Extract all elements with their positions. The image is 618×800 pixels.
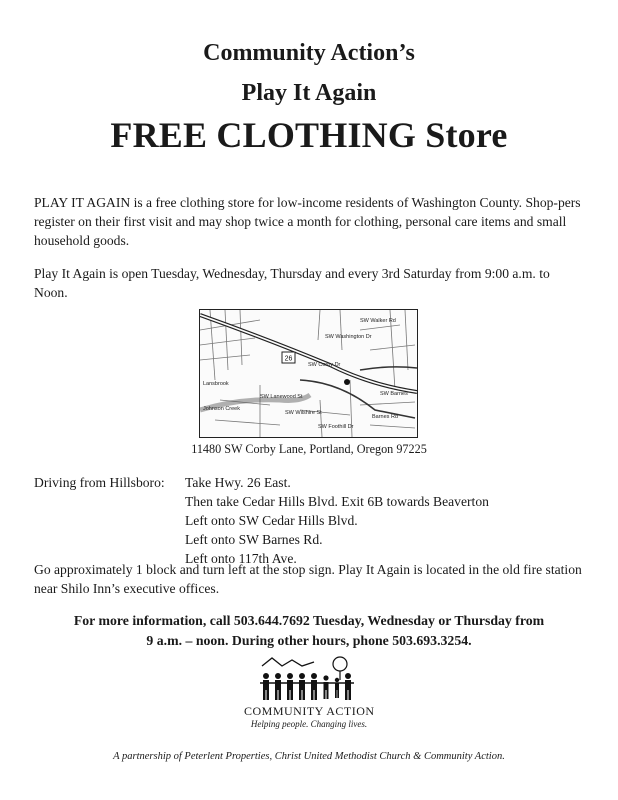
title-organization: Community Action’s (203, 40, 415, 66)
logo-name: COMMUNITY ACTION (244, 704, 375, 718)
map-label-johnson: Johnson Creek (203, 406, 240, 412)
directions-from-label: Driving from Hillsboro: (34, 475, 165, 490)
direction-step: Left onto SW Cedar Hills Blvd. (185, 513, 358, 528)
map-label-corby: SW Corby Dr (308, 362, 341, 368)
map-address: 11480 SW Corby Lane, Portland, Oregon 97225 (191, 442, 427, 456)
title-store-name: Play It Again (241, 80, 377, 106)
map-label-washington: SW Washington Dr (325, 334, 372, 340)
directions-final: Go approximately 1 block and turn left at the stop sign. Play It Again is located in the old fire station near Shilo Inn’s executive offices. (34, 562, 582, 596)
map-label-lanewood: SW Lanewood St (260, 394, 303, 400)
community-action-logo (244, 654, 374, 734)
title-free-clothing: FREE CLOTHING Store (110, 115, 508, 155)
map-label-barnes2: Barnes Rd (372, 414, 398, 420)
direction-step: Left onto SW Barnes Rd. (185, 532, 323, 547)
map-label-walker: SW Walker Rd (360, 318, 396, 324)
direction-step: Left onto 117th Ave. (185, 551, 297, 566)
map-label-foothill: SW Foothill Dr (318, 424, 354, 430)
intro-paragraph: PLAY IT AGAIN is a free clothing store for low-income residents of Washington County. Shop-pers register on their first visit and may shop twice a month for clothing, personal care items and small household goods. (34, 195, 581, 248)
partnership-footer: A partnership of Peterlent Properties, Christ United Methodist Church & Community Action. (113, 751, 505, 762)
direction-step: Take Hwy. 26 East. (185, 475, 291, 490)
logo-people-icon (244, 654, 374, 704)
map-highway-label: 26 (284, 355, 293, 363)
map-label-wilshire: SW Wilshire St (285, 410, 322, 416)
logo-tagline: Helping people. Changing lives. (250, 719, 368, 729)
map-graphic (200, 310, 417, 437)
location-map (199, 309, 418, 438)
hours-paragraph: Play It Again is open Tuesday, Wednesday, Thursday and every 3rd Saturday from 9:00 a.m. to Noon. (34, 266, 550, 300)
direction-step: Then take Cedar Hills Blvd. Exit 6B towards Beaverton (185, 494, 489, 509)
map-label-barnes: SW Barnes (380, 391, 408, 397)
contact-info-line1: For more information, call 503.644.7692 Tuesday, Wednesday or Thursday from (73, 613, 545, 628)
contact-info-line2: 9 a.m. – noon. During other hours, phone 503.693.3254. (146, 633, 472, 648)
map-label-lansbrook: Lansbrook (203, 381, 229, 387)
